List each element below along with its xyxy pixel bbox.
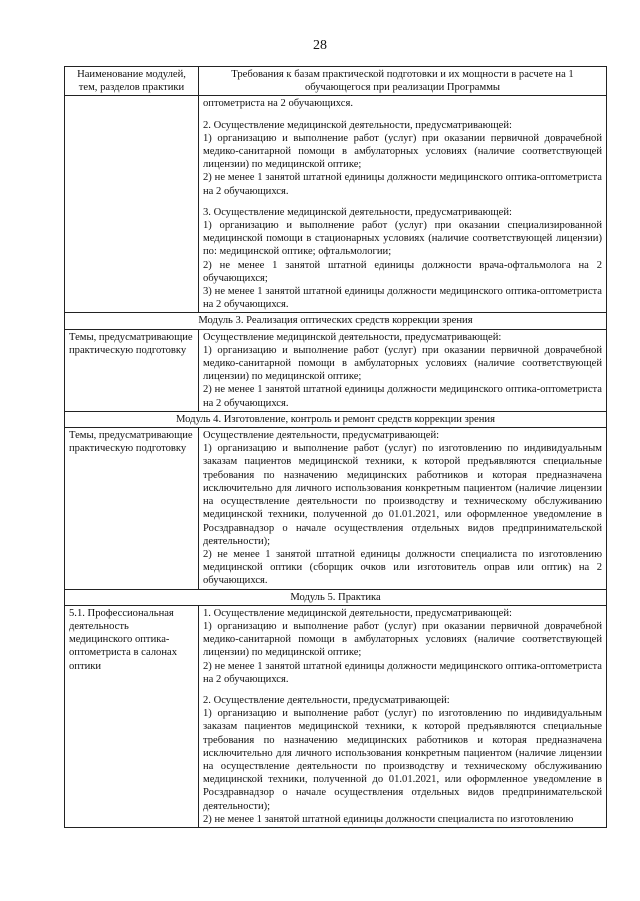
- header-requirements: Требования к базам практической подготовки и их мощности в расчете на 1 обучающегося при реализации Программы: [199, 67, 607, 96]
- requirement-line: 3. Осуществление медицинской деятельности, предусматривающей:: [203, 206, 512, 218]
- row-topic: 5.1. Профессиональная деятельность медицинского оптика-оптометриста в салонах оптики: [65, 605, 199, 827]
- table-row: [65, 329, 607, 411]
- module-row: [65, 313, 607, 329]
- requirement-line: 1) организацию и выполнение работ (услуг) по изготовлению по индивидуальным заказам пациентов медицинской техники, к которой предъявляются специальные требования по назначению медицинских работников и которая предназначена исключительно для личного использования конкретным пациентом (наличие лицензии на осуществление деятельности по производству и техническому обслуживанию медицинской техники, полученной до 01.01.2021, или оформленное уведомление в Росздравнадзор о начале осуществления отдельных видов предпринимательской деятельности);: [203, 443, 602, 547]
- requirement-line: 2) не менее 1 занятой штатной единицы должности медицинского оптика-оптометриста на 2 обучающихся.: [203, 384, 602, 409]
- requirements-table: [64, 66, 607, 828]
- requirement-line: 2) не менее 1 занятой штатной единицы должности медицинского оптика-оптометриста на 2 обучающихся.: [203, 660, 602, 685]
- module-title: Модуль 3. Реализация оптических средств коррекции зрения: [65, 313, 607, 329]
- requirement-line: 2) не менее 1 занятой штатной единицы должности специалиста по изготовлению: [203, 813, 574, 825]
- requirement-line: 3) не менее 1 занятой штатной единицы должности медицинского оптика-оптометриста на 2 обучающихся.: [203, 286, 602, 311]
- requirement-line: оптометриста на 2 обучающихся.: [203, 98, 354, 110]
- table-header-row: [65, 67, 607, 96]
- table-row: [65, 428, 607, 589]
- requirement-line: Осуществление медицинской деятельности, предусматривающей:: [203, 331, 502, 343]
- module-row: [65, 411, 607, 427]
- row-topic: Темы, предусматривающие практическую подготовку: [65, 428, 199, 589]
- requirement-line: 1) организацию и выполнение работ (услуг) по изготовлению по индивидуальным заказам пациентов медицинской техники, к которой предъявляются специальные требования по назначению медицинских работников и которая предназначена исключительно для личного использования конкретным пациентом (наличие лицензии на осуществление деятельности по производству и техническому обслуживанию медицинской техники, полученной до 01.01.2021, или оформленное уведомление в Росздравнадзор о начале осуществления отдельных видов предпринимательской деятельности);: [203, 708, 602, 812]
- header-modules: Наименование модулей, тем, разделов практики: [65, 67, 199, 96]
- requirement-line: 1) организацию и выполнение работ (услуг) при оказании специализированной медицинской помощи в стационарных условиях (наличие соответствующей лицензии) по: медицинской оптике; офтальмологии;: [203, 220, 602, 258]
- requirement-line: 2. Осуществление медицинской деятельности, предусматривающей:: [203, 119, 512, 131]
- table-row: [65, 605, 607, 827]
- requirement-line: 1) организацию и выполнение работ (услуг) при оказании первичной доврачебной медико-санитарной помощи в амбулаторных условиях (наличие соответствующей лицензии) по медицинской оптике;: [203, 620, 602, 659]
- module-title: Модуль 4. Изготовление, контроль и ремонт средств коррекции зрения: [65, 411, 607, 427]
- row-topic: Темы, предусматривающие практическую подготовку: [65, 329, 199, 411]
- requirement-line: 2) не менее 1 занятой штатной единицы должности врача-офтальмолога на 2 обучающихся;: [203, 259, 602, 284]
- requirement-block: [203, 607, 602, 686]
- requirement-line: 2) не менее 1 занятой штатной единицы должности медицинского оптика-оптометриста на 2 обучающихся.: [203, 172, 602, 197]
- requirement-line: 2) не менее 1 занятой штатной единицы должности специалиста по изготовлению медицинской оптики (сборщик очков или изготовитель оправ или оптик) на 2 обучающихся.: [203, 548, 602, 587]
- module-title: Модуль 5. Практика: [65, 589, 607, 605]
- requirement-line: 1) организацию и выполнение работ (услуг) при оказании первичной доврачебной медико-санитарной помощи в амбулаторных условиях (наличие соответствующей лицензии) по медицинской оптике;: [203, 132, 602, 171]
- requirement-block: [203, 97, 602, 110]
- page-number: 28: [313, 38, 327, 53]
- requirement-block: [203, 206, 602, 312]
- requirements-cell: [199, 329, 607, 411]
- row-topic: [65, 96, 199, 313]
- table-row: [65, 96, 607, 313]
- requirement-block: [203, 694, 602, 826]
- requirement-line: 1. Осуществление медицинской деятельности, предусматривающей:: [203, 607, 512, 619]
- requirements-cell: [199, 428, 607, 589]
- requirement-line: 2. Осуществление деятельности, предусматривающей:: [203, 694, 450, 706]
- requirement-block: [203, 429, 602, 587]
- module-row: [65, 589, 607, 605]
- requirement-line: 1) организацию и выполнение работ (услуг) при оказании первичной доврачебной медико-санитарной помощи в амбулаторных условиях (наличие соответствующей лицензии) по медицинской оптике;: [203, 344, 602, 383]
- requirement-block: [203, 119, 602, 198]
- requirement-line: Осуществление деятельности, предусматривающей:: [203, 430, 440, 442]
- requirement-block: [203, 331, 602, 410]
- requirements-cell: [199, 96, 607, 313]
- requirements-cell: [199, 605, 607, 827]
